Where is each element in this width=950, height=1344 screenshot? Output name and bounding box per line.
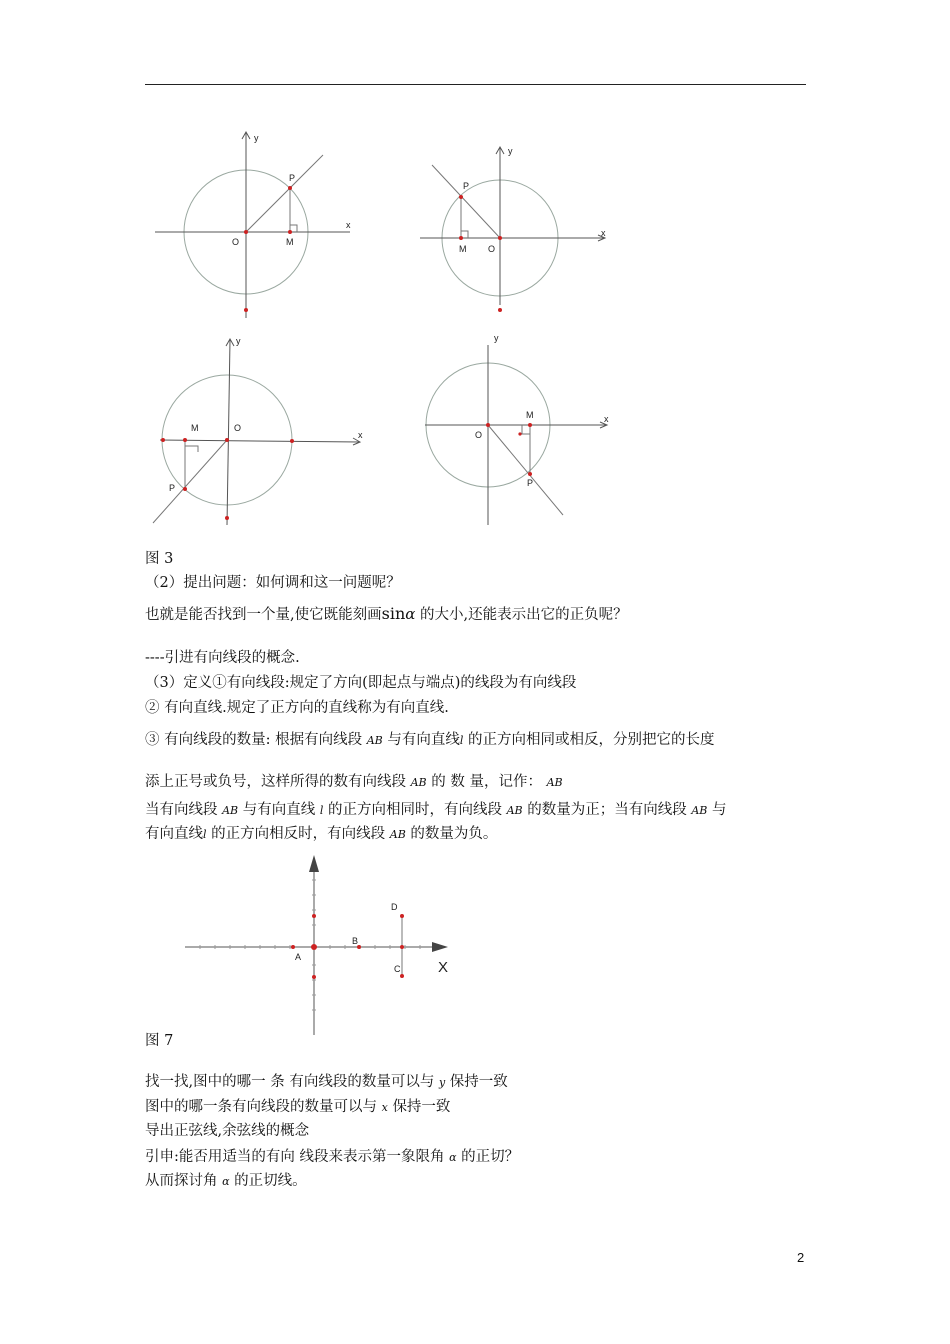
point-p-label: P	[169, 483, 176, 493]
x-axis-label: x	[346, 220, 351, 230]
figure-7-directed-segments	[180, 850, 480, 1040]
figure-unit-circle-q2	[415, 140, 615, 320]
find-y-question: 找一找,图中的哪一 条 有向线段的数量可以与 y 保持一致	[145, 1074, 508, 1090]
figure-unit-circle-q4	[420, 330, 620, 530]
point-c-label: C	[394, 964, 401, 974]
y-axis-label: y	[236, 336, 241, 346]
point-m-label: M	[286, 237, 294, 247]
definition-3: ③ 有向线段的数量: 根据有向线段 AB 与有向直线l 的正方向相同或相反，分别把它的长度	[145, 732, 715, 748]
figure-7-caption: 图 7	[145, 1033, 174, 1049]
origin-label: O	[234, 423, 242, 433]
tangent-extension: 引申:能否用适当的有向 线段来表示第一象限角 α 的正切？	[145, 1149, 520, 1165]
point-m-label: M	[459, 244, 467, 254]
question-2: （2）提出问题：如何调和这一问题呢？	[145, 575, 401, 591]
point-m-label: M	[526, 410, 534, 420]
page-number: 2	[797, 1250, 805, 1265]
point-p-label: P	[289, 173, 296, 183]
figure-unit-circle-q3	[145, 330, 370, 530]
tangent-line-conclusion: 从而探讨角 α 的正切线。	[145, 1173, 307, 1189]
point-d-label: D	[391, 902, 398, 912]
origin-label: O	[488, 244, 496, 254]
directed-segment-intro: ----引进有向线段的概念.	[145, 650, 300, 666]
negative-rule: 有向直线l 的正方向相反时，有向线段 AB 的数量为负。	[145, 826, 498, 842]
sign-rule: 添上正号或负号，这样所得的数有向线段 AB 的 数 量，记作： AB	[145, 774, 563, 790]
x-axis-label: X	[438, 959, 449, 976]
y-axis-label: y	[494, 333, 499, 343]
derive-sine-cosine-lines: 导出正弦线,余弦线的概念	[145, 1123, 310, 1139]
y-axis-label: y	[254, 133, 259, 143]
sin-question-line: 也就是能否找到一个量,使它既能刻画sinα 的大小,还能表示出它的正负呢？	[145, 604, 628, 623]
origin-label: O	[232, 237, 240, 247]
origin-label: O	[475, 430, 483, 440]
figure-3-caption: 图 3	[145, 551, 174, 567]
figure-unit-circle-q1	[150, 125, 370, 325]
header-rule	[145, 84, 806, 85]
definition-2: ② 有向直线.规定了正方向的直线称为有向直线.	[145, 700, 449, 716]
x-axis-label: x	[604, 414, 609, 424]
x-axis-label: x	[358, 430, 363, 440]
point-p-label: P	[463, 181, 470, 191]
x-axis-label: x	[601, 228, 606, 238]
definition-1: （3）定义①有向线段:规定了方向(即起点与端点)的线段为有向线段	[145, 675, 577, 691]
find-x-question: 图中的哪一条有向线段的数量可以与 x 保持一致	[145, 1099, 451, 1115]
point-p-label: P	[527, 478, 534, 488]
point-m-label: M	[191, 423, 199, 433]
point-a-label: A	[295, 952, 302, 962]
point-b-label: B	[352, 936, 359, 946]
y-axis-label: y	[508, 146, 513, 156]
positive-rule: 当有向线段 AB 与有向直线 l 的正方向相同时，有向线段 AB 的数量为正；当有向线段 AB 与	[145, 802, 727, 818]
